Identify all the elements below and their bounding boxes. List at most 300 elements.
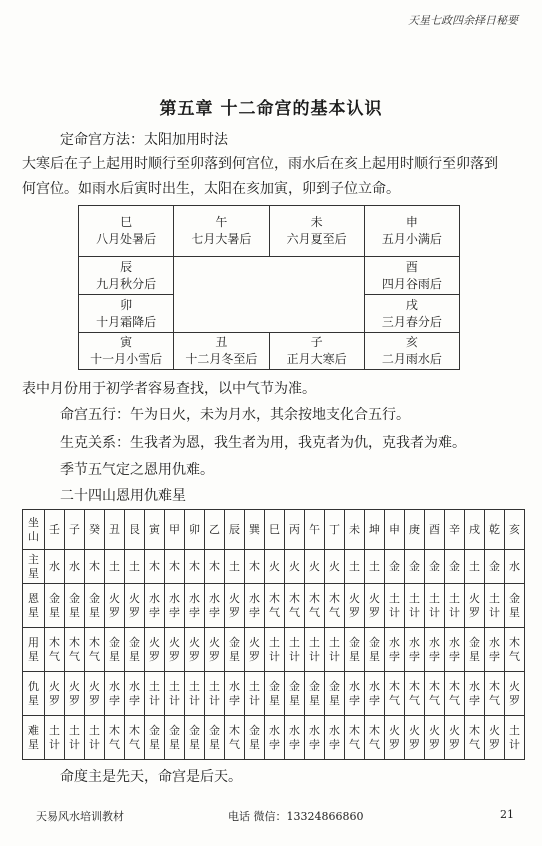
star-char: 金 bbox=[229, 635, 240, 649]
star-cell bbox=[505, 672, 525, 716]
star-char: 金 bbox=[189, 723, 200, 737]
star-char: 罗 bbox=[469, 605, 480, 619]
star-char: 水 bbox=[289, 723, 300, 737]
palace-term: 十二月冬至后 bbox=[185, 352, 258, 366]
star-char: 木 bbox=[69, 635, 80, 649]
star-cell bbox=[265, 584, 285, 628]
palace-term: 七月大暑后 bbox=[191, 232, 252, 246]
palace-center bbox=[174, 257, 365, 333]
star-cell bbox=[445, 716, 465, 760]
star-char: 孛 bbox=[329, 737, 340, 751]
star-cell bbox=[145, 550, 165, 584]
star-char: 罗 bbox=[249, 649, 260, 663]
mountain-name-cell: 亥 bbox=[505, 510, 525, 550]
palace-cell-si bbox=[79, 206, 174, 257]
star-char: 星 bbox=[69, 605, 80, 619]
palace-cell-chou bbox=[174, 333, 269, 370]
palace-branch: 寅 bbox=[120, 335, 133, 349]
star-cell bbox=[205, 550, 225, 584]
star-cell bbox=[365, 672, 385, 716]
star-char: 火 bbox=[249, 635, 260, 649]
star-char: 气 bbox=[109, 737, 120, 751]
star-cell bbox=[245, 716, 265, 760]
star-char: 水 bbox=[309, 723, 320, 737]
mountain-name-cell: 巽 bbox=[245, 510, 265, 550]
star-cell bbox=[245, 550, 265, 584]
mountain-name-cell: 艮 bbox=[125, 510, 145, 550]
star-cell bbox=[125, 584, 145, 628]
star-char: 计 bbox=[449, 605, 460, 619]
star-char: 星 bbox=[469, 649, 480, 663]
star-char: 罗 bbox=[129, 605, 140, 619]
star-cell bbox=[305, 628, 325, 672]
star-cell bbox=[45, 550, 65, 584]
star-cell bbox=[365, 716, 385, 760]
mountain-name-cell: 巳 bbox=[265, 510, 285, 550]
star-char: 火 bbox=[209, 635, 220, 649]
star-char: 星 bbox=[249, 737, 260, 751]
star-char: 火 bbox=[149, 635, 160, 649]
star-char: 气 bbox=[329, 605, 340, 619]
star-char: 计 bbox=[209, 693, 220, 707]
paragraph-line-1: 大寒后在子上起用时顺行至卯落到何宫位，雨水后在亥上起用时顺行至卯落到 bbox=[22, 156, 498, 172]
star-char: 金 bbox=[329, 679, 340, 693]
star-cell bbox=[305, 550, 325, 584]
mountain-name-cell: 申 bbox=[385, 510, 405, 550]
twenty-four-mountains-table bbox=[22, 509, 525, 760]
star-char: 木 bbox=[109, 723, 120, 737]
star-char: 火 bbox=[49, 679, 60, 693]
star-char: 土 bbox=[169, 679, 180, 693]
star-cell bbox=[405, 584, 425, 628]
star-cell bbox=[425, 550, 445, 584]
star-cell bbox=[85, 716, 105, 760]
star-char: 星 bbox=[269, 693, 280, 707]
star-char: 土 bbox=[49, 723, 60, 737]
star-char: 土 bbox=[209, 679, 220, 693]
star-char: 罗 bbox=[109, 605, 120, 619]
star-char: 木 bbox=[229, 723, 240, 737]
star-char: 土 bbox=[409, 591, 420, 605]
star-char: 火 bbox=[229, 591, 240, 605]
star-char: 火 bbox=[349, 591, 360, 605]
star-cell bbox=[485, 584, 505, 628]
star-char: 土 bbox=[189, 679, 200, 693]
star-char: 水 bbox=[389, 635, 400, 649]
palace-branch: 戌 bbox=[405, 297, 418, 312]
relations-line: 生克关系：生我者为恩，我生者为用，我克者为仇，克我者为难。 bbox=[60, 435, 466, 451]
star-char: 气 bbox=[349, 737, 360, 751]
palace-term: 十月霜降后 bbox=[96, 314, 157, 329]
row-label-char: 用 bbox=[28, 635, 39, 649]
star-cell bbox=[285, 672, 305, 716]
star-cell bbox=[65, 716, 85, 760]
star-cell bbox=[465, 584, 485, 628]
star-char: 孛 bbox=[129, 693, 140, 707]
star-char: 木 bbox=[49, 635, 60, 649]
star-char: 火 bbox=[429, 723, 440, 737]
star-char: 木 bbox=[209, 559, 220, 573]
star-cell bbox=[425, 672, 445, 716]
palace-cell-xu bbox=[364, 295, 459, 333]
star-cell bbox=[165, 628, 185, 672]
star-cell bbox=[165, 550, 185, 584]
star-char: 孛 bbox=[449, 649, 460, 663]
table-row bbox=[23, 628, 525, 672]
star-char: 计 bbox=[329, 649, 340, 663]
star-char: 火 bbox=[489, 723, 500, 737]
star-char: 水 bbox=[429, 635, 440, 649]
star-cell bbox=[105, 672, 125, 716]
star-cell bbox=[345, 584, 365, 628]
star-char: 计 bbox=[509, 737, 520, 751]
star-cell bbox=[385, 550, 405, 584]
star-char: 木 bbox=[409, 679, 420, 693]
five-elements-line: 命宫五行：午为日火，未为月水，其余按地支化合五行。 bbox=[60, 407, 410, 423]
star-cell bbox=[45, 716, 65, 760]
star-char: 水 bbox=[149, 591, 160, 605]
star-cell bbox=[465, 550, 485, 584]
star-cell bbox=[405, 716, 425, 760]
star-char: 金 bbox=[169, 723, 180, 737]
star-char: 火 bbox=[169, 635, 180, 649]
star-char: 孛 bbox=[369, 693, 380, 707]
star-cell bbox=[305, 672, 325, 716]
star-cell bbox=[285, 716, 305, 760]
palace-branch: 巳 bbox=[120, 215, 133, 229]
star-char: 金 bbox=[349, 635, 360, 649]
star-char: 星 bbox=[329, 693, 340, 707]
star-char: 木 bbox=[389, 679, 400, 693]
star-char: 孛 bbox=[289, 737, 300, 751]
star-char: 火 bbox=[329, 559, 340, 573]
star-char: 星 bbox=[49, 605, 60, 619]
star-cell bbox=[445, 672, 465, 716]
star-cell bbox=[145, 628, 165, 672]
star-char: 金 bbox=[429, 559, 440, 573]
star-cell bbox=[485, 550, 505, 584]
star-char: 木 bbox=[189, 559, 200, 573]
star-char: 计 bbox=[269, 649, 280, 663]
star-char: 土 bbox=[269, 635, 280, 649]
star-char: 星 bbox=[109, 649, 120, 663]
row-label-char: 星 bbox=[28, 649, 39, 663]
star-char: 孛 bbox=[269, 737, 280, 751]
star-cell bbox=[345, 672, 365, 716]
star-char: 计 bbox=[249, 693, 260, 707]
star-char: 金 bbox=[409, 559, 420, 573]
mountains-table-title: 二十四山恩用仇难星 bbox=[60, 488, 186, 504]
star-char: 火 bbox=[69, 679, 80, 693]
star-cell bbox=[165, 716, 185, 760]
star-cell bbox=[505, 550, 525, 584]
star-char: 木 bbox=[269, 591, 280, 605]
star-cell bbox=[225, 584, 245, 628]
star-cell bbox=[65, 628, 85, 672]
star-char: 火 bbox=[449, 723, 460, 737]
star-cell bbox=[105, 584, 125, 628]
star-cell bbox=[445, 584, 465, 628]
star-cell bbox=[405, 628, 425, 672]
palace-term: 二月雨水后 bbox=[381, 352, 442, 366]
star-cell bbox=[185, 550, 205, 584]
palace-branch: 酉 bbox=[405, 259, 418, 274]
star-cell bbox=[205, 628, 225, 672]
star-cell bbox=[445, 628, 465, 672]
star-cell bbox=[425, 584, 445, 628]
star-char: 孛 bbox=[249, 605, 260, 619]
star-cell bbox=[485, 628, 505, 672]
star-char: 孛 bbox=[189, 605, 200, 619]
star-char: 罗 bbox=[69, 693, 80, 707]
star-char: 金 bbox=[49, 591, 60, 605]
star-char: 土 bbox=[129, 559, 140, 573]
mountain-name-cell: 丙 bbox=[285, 510, 305, 550]
palace-term: 五月小满后 bbox=[381, 232, 442, 246]
footer-contact: 电话 微信：13324866860 bbox=[228, 810, 364, 823]
star-char: 星 bbox=[209, 737, 220, 751]
star-char: 火 bbox=[129, 591, 140, 605]
star-char: 气 bbox=[449, 693, 460, 707]
star-cell bbox=[85, 550, 105, 584]
star-char: 水 bbox=[369, 679, 380, 693]
star-cell bbox=[125, 716, 145, 760]
twelve-palace-grid bbox=[78, 205, 460, 370]
mountain-name-cell: 乾 bbox=[485, 510, 505, 550]
star-cell bbox=[385, 584, 405, 628]
star-cell bbox=[245, 628, 265, 672]
star-char: 计 bbox=[429, 605, 440, 619]
star-char: 金 bbox=[389, 559, 400, 573]
mountain-name-cell: 卯 bbox=[185, 510, 205, 550]
star-char: 火 bbox=[509, 679, 520, 693]
star-char: 木 bbox=[429, 679, 440, 693]
palace-term: 八月处暑后 bbox=[96, 232, 157, 246]
star-cell bbox=[325, 628, 345, 672]
star-cell bbox=[265, 672, 285, 716]
row-label bbox=[23, 672, 45, 716]
palace-term: 六月夏至后 bbox=[286, 232, 347, 246]
star-char: 火 bbox=[89, 679, 100, 693]
star-char: 星 bbox=[349, 649, 360, 663]
palace-cell-hai bbox=[364, 333, 459, 370]
star-char: 计 bbox=[149, 693, 160, 707]
star-char: 星 bbox=[229, 649, 240, 663]
header-char: 坐 bbox=[28, 515, 39, 529]
star-char: 土 bbox=[449, 591, 460, 605]
star-char: 孛 bbox=[409, 649, 420, 663]
row-label bbox=[23, 584, 45, 628]
palace-term: 三月春分后 bbox=[381, 314, 442, 329]
star-char: 水 bbox=[349, 679, 360, 693]
star-char: 水 bbox=[469, 679, 480, 693]
star-char: 水 bbox=[229, 679, 240, 693]
star-char: 木 bbox=[489, 679, 500, 693]
star-cell bbox=[205, 672, 225, 716]
star-char: 罗 bbox=[229, 605, 240, 619]
palace-cell-you bbox=[364, 257, 459, 295]
star-char: 罗 bbox=[429, 737, 440, 751]
star-char: 计 bbox=[189, 693, 200, 707]
star-char: 罗 bbox=[389, 737, 400, 751]
palace-branch: 未 bbox=[310, 215, 323, 229]
star-cell bbox=[65, 584, 85, 628]
star-cell bbox=[485, 716, 505, 760]
star-cell bbox=[245, 672, 265, 716]
star-cell bbox=[265, 550, 285, 584]
star-char: 水 bbox=[269, 723, 280, 737]
star-char: 星 bbox=[189, 737, 200, 751]
paragraph-line-2: 何宫位。如雨水后寅时出生，太阳在亥加寅，卯到子位立命。 bbox=[22, 181, 400, 197]
star-char: 计 bbox=[49, 737, 60, 751]
row-label bbox=[23, 628, 45, 672]
star-char: 气 bbox=[269, 605, 280, 619]
star-cell bbox=[145, 584, 165, 628]
row-label-char: 星 bbox=[28, 566, 39, 580]
star-char: 水 bbox=[109, 679, 120, 693]
star-char: 土 bbox=[509, 723, 520, 737]
mountain-name-cell: 子 bbox=[65, 510, 85, 550]
star-cell bbox=[145, 672, 165, 716]
star-cell bbox=[505, 584, 525, 628]
star-cell bbox=[405, 672, 425, 716]
star-char: 金 bbox=[509, 591, 520, 605]
star-char: 罗 bbox=[489, 737, 500, 751]
star-char: 罗 bbox=[369, 605, 380, 619]
star-char: 水 bbox=[189, 591, 200, 605]
table-row bbox=[23, 550, 525, 584]
star-char: 气 bbox=[49, 649, 60, 663]
star-char: 火 bbox=[469, 591, 480, 605]
star-char: 气 bbox=[229, 737, 240, 751]
star-char: 土 bbox=[429, 591, 440, 605]
star-cell bbox=[325, 550, 345, 584]
star-char: 木 bbox=[329, 591, 340, 605]
star-char: 土 bbox=[489, 591, 500, 605]
star-char: 罗 bbox=[209, 649, 220, 663]
star-char: 火 bbox=[269, 559, 280, 573]
row-label-char: 恩 bbox=[28, 591, 39, 605]
mountain-name-cell: 甲 bbox=[165, 510, 185, 550]
mountain-name-cell: 丑 bbox=[105, 510, 125, 550]
star-char: 气 bbox=[429, 693, 440, 707]
star-char: 计 bbox=[69, 737, 80, 751]
star-char: 火 bbox=[369, 591, 380, 605]
star-char: 土 bbox=[149, 679, 160, 693]
table-note: 表中月份用于初学者容易查找，以中气节为准。 bbox=[22, 381, 316, 397]
palace-term: 正月大寒后 bbox=[286, 352, 347, 366]
star-cell bbox=[325, 716, 345, 760]
star-cell bbox=[165, 584, 185, 628]
star-char: 土 bbox=[69, 723, 80, 737]
star-cell bbox=[125, 628, 145, 672]
star-char: 星 bbox=[369, 649, 380, 663]
mountain-name-cell: 坤 bbox=[365, 510, 385, 550]
star-char: 孛 bbox=[109, 693, 120, 707]
star-char: 金 bbox=[489, 559, 500, 573]
star-char: 星 bbox=[309, 693, 320, 707]
star-cell bbox=[225, 716, 245, 760]
star-char: 罗 bbox=[169, 649, 180, 663]
table-row bbox=[23, 716, 525, 760]
star-char: 孛 bbox=[229, 693, 240, 707]
mountain-name-cell: 乙 bbox=[205, 510, 225, 550]
star-char: 水 bbox=[209, 591, 220, 605]
star-char: 气 bbox=[89, 649, 100, 663]
star-cell bbox=[485, 672, 505, 716]
star-char: 罗 bbox=[509, 693, 520, 707]
palace-cell-yin bbox=[79, 333, 174, 370]
star-char: 孛 bbox=[169, 605, 180, 619]
star-char: 木 bbox=[169, 559, 180, 573]
palace-cell-chen bbox=[79, 257, 174, 295]
star-char: 土 bbox=[309, 635, 320, 649]
star-cell bbox=[425, 716, 445, 760]
row-label bbox=[23, 716, 45, 760]
star-char: 金 bbox=[269, 679, 280, 693]
star-char: 水 bbox=[129, 679, 140, 693]
mountain-header-label bbox=[23, 510, 45, 550]
star-cell bbox=[65, 550, 85, 584]
star-char: 气 bbox=[69, 649, 80, 663]
star-char: 土 bbox=[249, 679, 260, 693]
star-char: 金 bbox=[149, 723, 160, 737]
star-cell bbox=[105, 628, 125, 672]
star-char: 土 bbox=[349, 559, 360, 573]
palace-branch: 申 bbox=[405, 215, 418, 229]
star-char: 罗 bbox=[449, 737, 460, 751]
star-char: 气 bbox=[389, 693, 400, 707]
star-char: 木 bbox=[309, 591, 320, 605]
mountain-name-cell: 未 bbox=[345, 510, 365, 550]
star-cell bbox=[325, 584, 345, 628]
star-char: 火 bbox=[189, 635, 200, 649]
star-char: 水 bbox=[449, 635, 460, 649]
star-cell bbox=[345, 550, 365, 584]
row-label-char: 星 bbox=[28, 605, 39, 619]
star-char: 金 bbox=[89, 591, 100, 605]
star-char: 星 bbox=[89, 605, 100, 619]
star-char: 水 bbox=[329, 723, 340, 737]
star-cell bbox=[85, 628, 105, 672]
star-char: 孛 bbox=[149, 605, 160, 619]
mountain-name-cell: 丁 bbox=[325, 510, 345, 550]
star-char: 水 bbox=[249, 591, 260, 605]
mountain-name-cell: 辛 bbox=[445, 510, 465, 550]
star-char: 水 bbox=[69, 559, 80, 573]
table-row bbox=[23, 672, 525, 716]
star-char: 孛 bbox=[349, 693, 360, 707]
mountain-name-cell: 壬 bbox=[45, 510, 65, 550]
table-row bbox=[23, 584, 525, 628]
star-char: 金 bbox=[449, 559, 460, 573]
star-cell bbox=[285, 628, 305, 672]
star-char: 木 bbox=[349, 723, 360, 737]
star-char: 金 bbox=[469, 635, 480, 649]
star-char: 计 bbox=[169, 693, 180, 707]
star-cell bbox=[185, 672, 205, 716]
palace-branch: 亥 bbox=[405, 335, 418, 349]
row-label-char: 仇 bbox=[28, 679, 39, 693]
season-line: 季节五气定之恩用仇难。 bbox=[60, 462, 214, 478]
star-char: 水 bbox=[509, 559, 520, 573]
star-char: 土 bbox=[469, 559, 480, 573]
star-char: 木 bbox=[149, 559, 160, 573]
star-char: 计 bbox=[309, 649, 320, 663]
star-cell bbox=[145, 716, 165, 760]
star-char: 气 bbox=[309, 605, 320, 619]
star-char: 罗 bbox=[89, 693, 100, 707]
